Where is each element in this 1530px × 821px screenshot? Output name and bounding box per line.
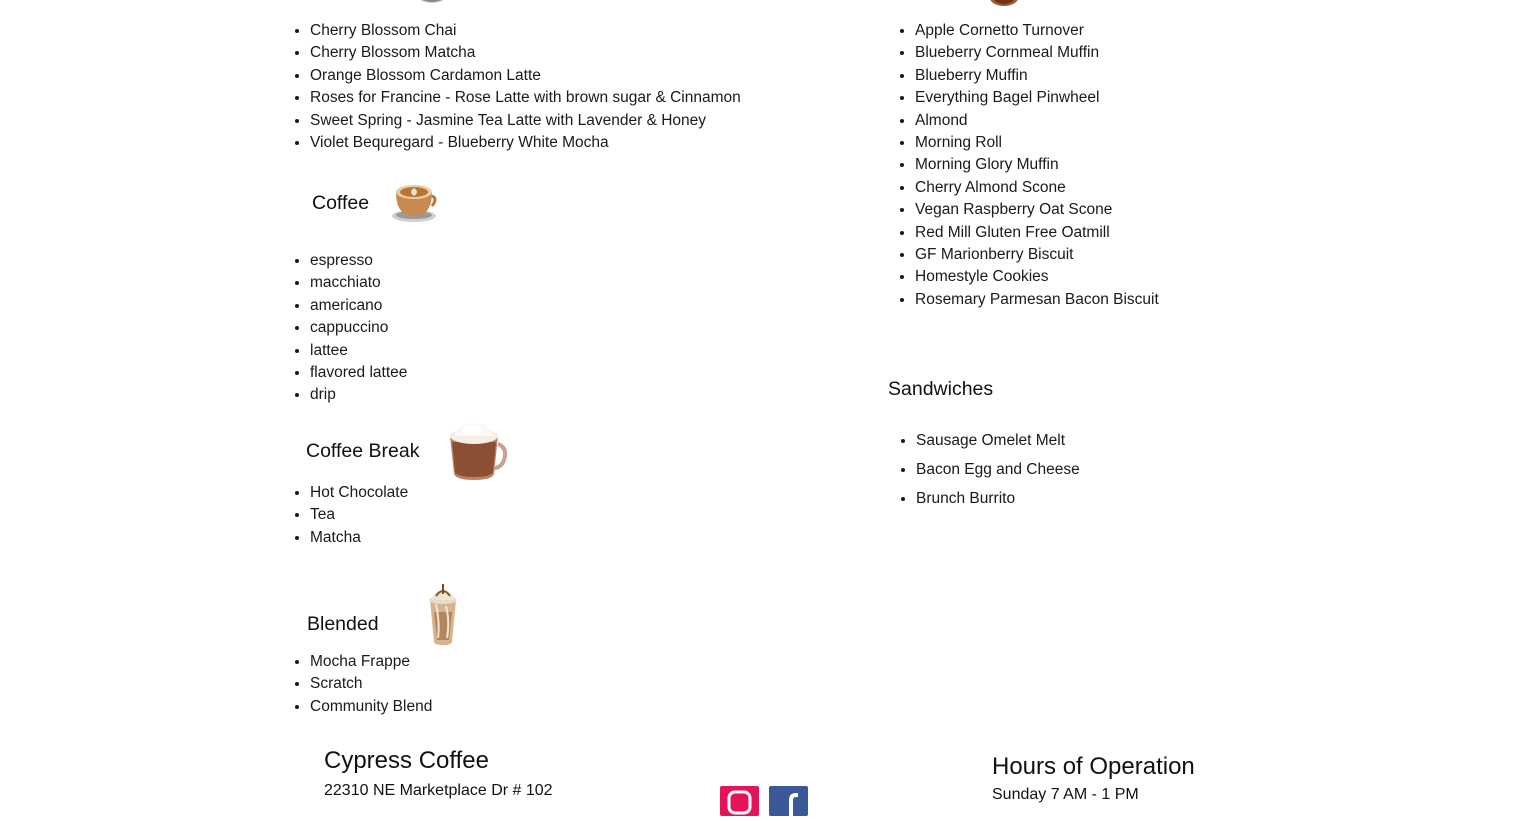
pastries-list: [897, 20, 1159, 311]
coffee-break-heading: Coffee Break: [306, 440, 420, 462]
list-item: • cappuccino: [310, 317, 407, 339]
instagram-icon: [720, 786, 759, 816]
list-item: • Matcha: [310, 527, 408, 549]
list-item: • Cherry Blossom Chai: [310, 20, 741, 42]
frappe-cup-icon: [426, 584, 460, 646]
list-item: • Almond: [915, 110, 1159, 132]
specialty-drinks-list: [292, 20, 741, 154]
business-name: Cypress Coffee: [324, 747, 489, 774]
list-item: • lattee: [310, 340, 407, 362]
coffee-list: [292, 250, 407, 407]
list-item: • Scratch: [310, 673, 432, 695]
list-item: • Cherry Blossom Matcha: [310, 42, 741, 64]
list-item: • Blueberry Muffin: [915, 65, 1159, 87]
list-item: • Brunch Burrito: [916, 484, 1080, 513]
latte-cup-icon: [390, 178, 438, 224]
hours-heading: Hours of Operation: [992, 753, 1195, 780]
blended-list: [292, 651, 432, 718]
list-item: • Vegan Raspberry Oat Scone: [915, 199, 1159, 221]
list-item: • macchiato: [310, 272, 407, 294]
list-item: • Morning Roll: [915, 132, 1159, 154]
list-item: • drip: [310, 384, 407, 406]
list-item: • Morning Glory Muffin: [915, 154, 1159, 176]
pastry-icon: [984, 0, 1024, 8]
list-item: • Mocha Frappe: [310, 651, 432, 673]
list-item: • Homestyle Cookies: [915, 266, 1159, 288]
sandwiches-heading: Sandwiches: [888, 378, 994, 400]
list-item: • Sausage Omelet Melt: [916, 426, 1080, 455]
blended-heading: Blended: [307, 613, 379, 635]
hours-line: Sunday 7 AM - 1 PM: [992, 786, 1139, 803]
list-item: • espresso: [310, 250, 407, 272]
facebook-link[interactable]: [769, 786, 808, 816]
list-item: • GF Marionberry Biscuit: [915, 244, 1159, 266]
instagram-link[interactable]: [720, 786, 759, 816]
coffee-break-list: [292, 482, 408, 549]
list-item: • Community Blend: [310, 696, 432, 718]
list-item: • Rosemary Parmesan Bacon Biscuit: [915, 289, 1159, 311]
list-item: • Roses for Francine - Rose Latte with brown sugar & Cinnamon: [310, 87, 741, 109]
list-item: • Bacon Egg and Cheese: [916, 455, 1080, 484]
list-item: • Orange Blossom Cardamon Latte: [310, 65, 741, 87]
facebook-icon: [769, 786, 808, 816]
drink-cup-icon: [412, 0, 452, 6]
coffee-heading: Coffee: [312, 192, 370, 214]
list-item: • Cherry Almond Scone: [915, 177, 1159, 199]
list-item: • Tea: [310, 504, 408, 526]
list-item: • Violet Bequregard - Blueberry White Mocha: [310, 132, 741, 154]
business-address: 22310 NE Marketplace Dr # 102: [324, 782, 553, 799]
list-item: • Red Mill Gluten Free Oatmill: [915, 222, 1159, 244]
list-item: • americano: [310, 295, 407, 317]
list-item: • Apple Cornetto Turnover: [915, 20, 1159, 42]
list-item: • Sweet Spring - Jasmine Tea Latte with Lavender & Honey: [310, 110, 741, 132]
list-item: • Everything Bagel Pinwheel: [915, 87, 1159, 109]
list-item: • Blueberry Cornmeal Muffin: [915, 42, 1159, 64]
list-item: • Hot Chocolate: [310, 482, 408, 504]
hot-chocolate-mug-icon: [444, 418, 508, 482]
list-item: • flavored lattee: [310, 362, 407, 384]
sandwiches-list: [898, 426, 1080, 513]
